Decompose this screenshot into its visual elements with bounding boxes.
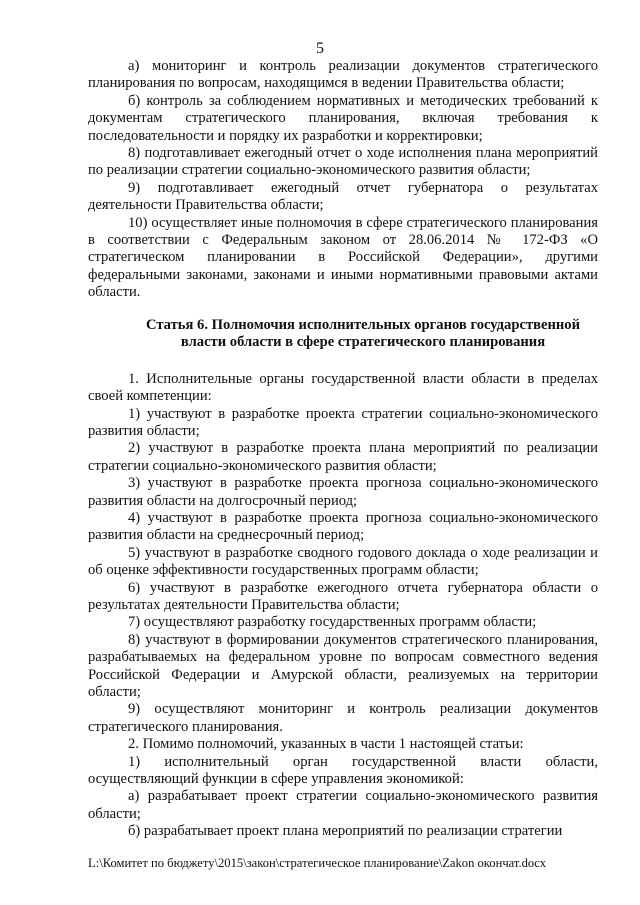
- paragraph: 1) исполнительный орган государственной власти области, осуществляющий функции в сфере управления экономикой:: [88, 753, 598, 788]
- paragraph: 8) участвуют в формировании документов стратегического планирования, разрабатываемых на федеральном уровне по вопросам совместного ведения Российской Федерации и Амурской области, реализуемых на территории области;: [88, 631, 598, 700]
- paragraph: 6) участвуют в разработке ежегодного отчета губернатора области о результатах деятельности Правительства области;: [88, 579, 598, 613]
- paragraph: 3) участвуют в разработке проекта прогноза социально-экономического развития области на долгосрочный период;: [88, 475, 598, 509]
- article-heading-line: власти области в сфере стратегического планирования: [180, 333, 546, 350]
- paragraph: а) мониторинг и контроль реализации документов стратегического планирования по вопросам, находящимся в ведении Правительства области;: [88, 58, 598, 92]
- paragraph: 2) участвуют в разработке проекта плана мероприятий по реализации стратегии социально-экономического развития области;: [88, 440, 598, 474]
- footer-file-path: L:\Комитет по бюджету\2015\закон\стратегическое планирование\Zakon окончат.docx: [88, 856, 547, 870]
- page-number: 5: [316, 40, 324, 57]
- paragraph: 7) осуществляют разработку государственных программ области;: [128, 614, 537, 631]
- paragraph: б) контроль за соблюдением нормативных и методических требований к документам стратегического планирования, включая требования к последовательности и порядку их разработки и корректировки;: [88, 92, 598, 144]
- paragraph: а) разрабатывает проект стратегии социально-экономического развития области;: [88, 788, 598, 822]
- article-heading: [88, 317, 598, 351]
- paragraph: 10) осуществляет иные полномочия в сфере стратегического планирования в соответствии с Федеральным законом от 28.06.2014 № 172-ФЗ «О стратегическом планировании в Российской Федерации», другими федеральными законами, законами и иными нормативными правовыми актами области.: [88, 214, 598, 301]
- paragraph: б) разрабатывает проект плана мероприятий по реализации стратегии: [128, 823, 563, 840]
- article-heading-line: Статья 6. Полномочия исполнительных органов государственной: [145, 316, 580, 333]
- paragraph: 1) участвуют в разработке проекта стратегии социально-экономического развития области;: [88, 405, 598, 439]
- paragraph: 9) подготавливает ежегодный отчет губернатора о результатах деятельности Правительства области;: [88, 179, 598, 214]
- paragraph: 1. Исполнительные органы государственной власти области в пределах своей компетенции:: [88, 370, 598, 405]
- paragraph: 9) осуществляют мониторинг и контроль реализации документов стратегического планирования.: [88, 701, 598, 735]
- paragraph: 4) участвуют в разработке проекта прогноза социально-экономического развития области на среднесрочный период;: [88, 509, 598, 544]
- paragraph: 5) участвуют в разработке сводного годового доклада о ходе реализации и об оценке эффективности государственных программ области;: [88, 544, 598, 579]
- paragraph: 8) подготавливает ежегодный отчет о ходе исполнения плана мероприятий по реализации стратегии социально-экономического развития области;: [88, 145, 598, 179]
- paragraph: 2. Помимо полномочий, указанных в части 1 настоящей статьи:: [128, 736, 524, 753]
- document-body: [88, 58, 598, 841]
